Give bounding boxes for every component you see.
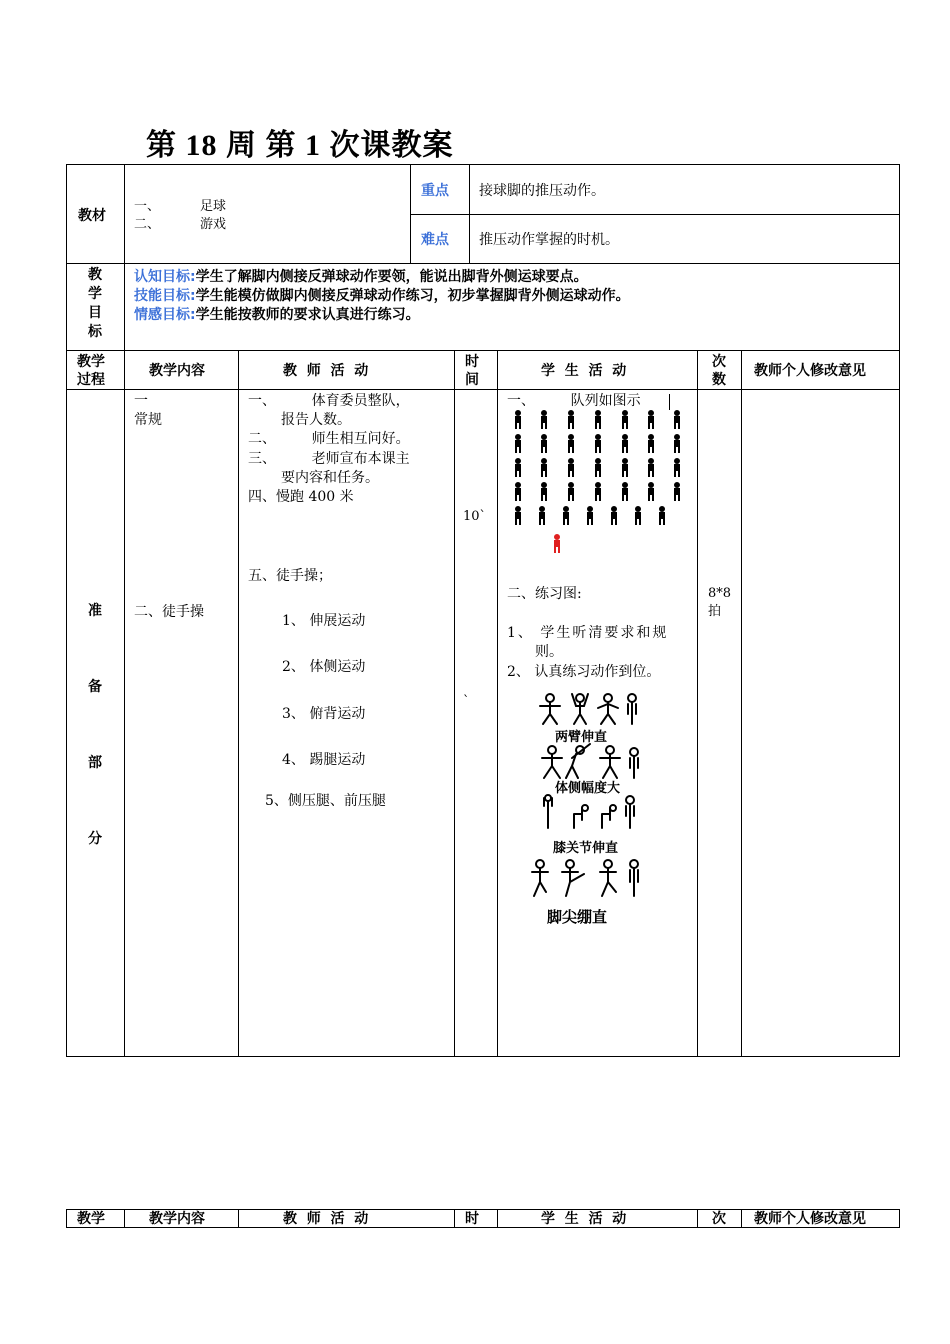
teacher-line: 二、 师生相互问好。: [248, 431, 410, 447]
student-rows: [515, 410, 680, 525]
col-teacher: 教 师 活 动: [283, 363, 369, 379]
teacher-line: 五、徒手操；: [248, 568, 332, 584]
section-char: 分: [88, 831, 102, 847]
section-char: 准: [88, 603, 102, 619]
footer-col-time: 时: [465, 1211, 479, 1227]
material-item-1-number: 一、: [134, 199, 161, 214]
col-notes: 教师个人修改意见: [754, 363, 866, 379]
cognitive-goal-label: 认知目标:: [134, 269, 196, 285]
teacher-line: 1、 伸展运动: [282, 613, 366, 629]
teacher-line: 一、 体育委员整队，: [248, 393, 410, 409]
stick-figures-row-4: [532, 860, 638, 896]
diagram-label: 脚尖绷直: [547, 908, 608, 926]
diagram-label: 膝关节伸直: [553, 841, 619, 856]
footer-col-count: 次: [712, 1211, 726, 1227]
col-count-1: 次: [712, 354, 726, 370]
teacher-line: 3、 俯背运动: [282, 706, 366, 722]
teacher-line: 4、 踢腿运动: [282, 752, 366, 768]
col-count-2: 数: [712, 372, 726, 388]
goals-label-char: 教: [88, 267, 102, 283]
diagram-label: 两臂伸直: [555, 730, 608, 745]
goals-label-char: 目: [88, 305, 102, 321]
skill-goal-text: 学生能模仿做脚内侧接反弹球动作练习，初步掌握脚背外侧运球动作。: [195, 288, 630, 304]
key-point-text: 接球脚的推压动作。: [479, 183, 605, 199]
key-point-label: 重点: [421, 183, 449, 199]
time-value: 10`: [463, 509, 487, 524]
footer-col-student: 学 生 活 动: [541, 1211, 627, 1227]
student-line: 则。: [535, 644, 563, 660]
content-routine: 常规: [134, 412, 162, 428]
stick-figures-row-3: [544, 795, 634, 828]
col-time-2: 间: [465, 372, 479, 388]
student-line: 2、 认真练习动作到位。: [507, 664, 661, 680]
difficulty-text: 推压动作掌握的时机。: [479, 232, 619, 248]
col-content: 教学内容: [149, 363, 205, 379]
content-calisthenics: 二、徒手操: [134, 604, 204, 620]
section-char: 备: [88, 679, 102, 695]
stick-figures-row-1: [540, 694, 636, 724]
material-item-2-number: 二、: [134, 217, 161, 232]
emotion-goal: [134, 306, 420, 324]
footer-col-notes: 教师个人修改意见: [754, 1211, 866, 1227]
student-line: 二、练习图:: [507, 586, 582, 602]
teacher-line: 三、 老师宣布本课主: [248, 451, 410, 467]
emotion-goal-text: 学生能按教师的要求认真进行练习。: [195, 307, 420, 323]
teacher-line: 要内容和任务。: [281, 470, 379, 486]
content-routine-number: 一: [134, 393, 148, 409]
cognitive-goal-text: 学生了解脚内侧接反弹球动作要领，能说出脚背外侧运球要点。: [195, 269, 588, 285]
footer-col-content: 教学内容: [149, 1211, 205, 1227]
time-mark: `: [463, 694, 470, 709]
skill-goal: [134, 287, 630, 305]
count-unit: 拍: [708, 604, 722, 619]
footer-col-process: 教学: [77, 1211, 105, 1227]
col-time-1: 时: [465, 354, 479, 370]
material-item-2: 游戏: [200, 217, 227, 232]
exercise-diagram: [530, 692, 650, 932]
teacher-line: 2、 体侧运动: [282, 659, 366, 675]
student-line: 1、 学生听清要求和规: [507, 625, 669, 641]
section-char: 部: [88, 755, 102, 771]
stick-figures-row-2: [542, 744, 638, 778]
goals-label-char: 学: [88, 286, 102, 302]
student-line: 一、 队列如图示: [507, 393, 641, 409]
col-process-1: 教学: [77, 354, 105, 370]
emotion-goal-label: 情感目标:: [134, 307, 196, 323]
teacher-line: 5、侧压腿、前压腿: [265, 793, 386, 809]
material-item-1: 足球: [200, 199, 227, 214]
cognitive-goal: [134, 268, 588, 286]
teacher-figure: [554, 534, 560, 553]
formation-diagram: [500, 404, 696, 564]
goals-label-char: 标: [88, 324, 102, 340]
col-student: 学 生 活 动: [541, 363, 627, 379]
footer-col-teacher: 教 师 活 动: [283, 1211, 369, 1227]
skill-goal-label: 技能目标:: [134, 288, 196, 304]
teacher-line: 四、慢跑 400 米: [248, 489, 354, 505]
material-label: 教材: [78, 208, 106, 224]
col-process-2: 过程: [77, 372, 105, 388]
page-title: 第 18 周 第 1 次课教案: [146, 129, 454, 162]
diagram-label: 体侧幅度大: [555, 781, 621, 796]
difficulty-label: 难点: [421, 232, 449, 248]
count-value: 8*8: [708, 586, 732, 601]
teacher-line: 报告人数。: [281, 412, 351, 428]
